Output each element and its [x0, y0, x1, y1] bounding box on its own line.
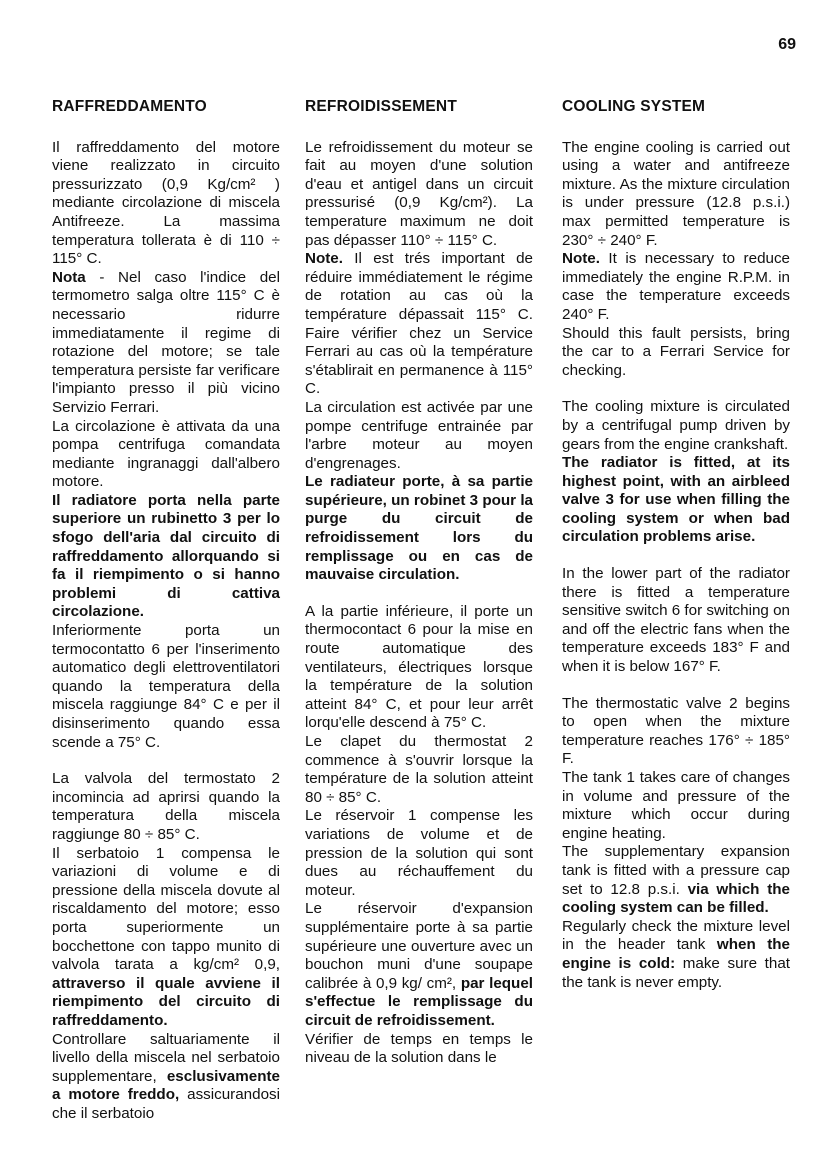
- italian-note-text: - Nel caso l'indice del termometro salga oltre 115° C è necessario ridurre immediatamente il regime di rotazione del motore; se tale temperatura persiste far verificare l'impianto presso il più vicino Servizio Ferrari.: [52, 268, 280, 416]
- page-number: 69: [778, 36, 796, 53]
- italian-note-paragraph: [52, 269, 280, 418]
- italian-paragraph: La circolazione è attivata da una pompa centrifuga comandata mediante ingranaggi dall'albero motore.: [52, 417, 280, 491]
- french-paragraph: Le réservoir 1 compense les variations de volume et de pression de la solution qui sont dues au réchauffement du moteur.: [305, 807, 533, 899]
- english-paragraph: In the lower part of the radiator there is fitted a temperature sensitive switch 6 for switching on and off the electric fans when the temperature exceeds 183° F and when it is below 167° F.: [562, 565, 790, 676]
- english-paragraph: The supplementary expansion tank is fitted with a pressure cap set to 12.8 p.s.i. via which the cooling system can be filled.: [562, 843, 790, 917]
- italian-column: [52, 98, 280, 1123]
- french-note-text: Il est trés important de réduire immédiatement le régime de rotation au cas où la température dépassait 115° C. Faire vérifier chez un Service Ferrari au cas où la température s'établirait en permanence à 115° C.: [305, 250, 533, 398]
- english-paragraph: The cooling mixture is circulated by a centrifugal pump driven by gears from the engine crankshaft.: [562, 398, 790, 453]
- french-note-label: Note.: [305, 250, 343, 268]
- italian-heading: RAFFREDDAMENTO: [52, 98, 207, 115]
- italian-paragraph: Inferiormente porta un termocontatto 6 per l'inserimento automatico degli elettroventilatori quando la temperatura della miscela raggiunge 84° C e per il disinserimento quando essa scende a 75° C.: [52, 622, 280, 751]
- french-paragraph: Vérifier de temps en temps le niveau de la solution dans le: [305, 1030, 533, 1067]
- english-paragraph: The thermostatic valve 2 begins to open when the mixture temperature reaches 176° ÷ 185° F.: [562, 694, 790, 768]
- italian-bold-paragraph: Il radiatore porta nella parte superiore un rubinetto 3 per lo sfogo dell'aria dal circuito di raffreddamento allorquando si fa il riempimento o si hanno problemi di cattiva circolazione.: [52, 491, 280, 621]
- english-paragraph: The tank 1 takes care of changes in volume and pressure of the mixture which occur during engine heating.: [562, 769, 790, 842]
- french-paragraph: Le refroidissement du moteur se fait au moyen d'une solution d'eau et antigel dans un circuit pressurisé (0,9 Kg/cm²). La temperature maximum ne doit pas dépasser 110° ÷ 115° C.: [305, 138, 533, 249]
- english-note-text: It is necessary to reduce immediately the engine R.P.M. in case the temperature exceeds 240° F.: [562, 250, 790, 323]
- italian-paragraph: Il serbatoio 1 compensa le variazioni di volume e di pressione della miscela dovute al riscaldamento del motore; esso porta superiormente un bocchettone con tappo munito di valvola tarata a kg/cm² 0,9, attraverso il quale avviene il riempimento del circuito di raffreddamento.: [52, 844, 280, 1029]
- english-heading: COOLING SYSTEM: [562, 98, 706, 115]
- english-paragraph: The engine cooling is carried out using a water and antifreeze mixture. As the mixture circulation is under pressure (12.8 p.s.i.) max permitted temperature is 230° ÷ 240° F.: [562, 138, 790, 249]
- french-heading: REFROIDISSEMENT: [305, 98, 457, 115]
- english-note-label: Note.: [562, 250, 600, 268]
- french-note-paragraph: [305, 250, 533, 399]
- english-column: [562, 98, 790, 992]
- italian-paragraph: Controllare saltuariamente il livello della miscela nel serbatoio supplementare, esclusivamente a motore freddo, assicurandosi che il serbatoio: [52, 1030, 280, 1122]
- italian-paragraph: Il raffreddamento del motore viene realizzato in circuito pressurizzato (0,9 Kg/cm² ) mediante circolazione di miscela Antifreeze. La massima temperatura tollerata è di 110 ÷ 115° C.: [52, 138, 280, 268]
- french-paragraph: A la partie inférieure, il porte un thermocontact 6 pour la mise en route automatique des ventilateurs, électriques lorsque la température de la solution atteint 84° C, et pour leur arrêt lorqu'elle descend à 75° C.: [305, 602, 533, 732]
- french-paragraph: Le réservoir d'expansion supplémentaire porte à sa partie supérieure une ouverture avec un bouchon muni d'une soupape calibrée à 0,9 kg/ cm², par lequel s'effectue le remplissage du circuit de refroidissement.: [305, 900, 533, 1029]
- french-paragraph: La circulation est activée par une pompe centrifuge entrainée par l'arbre moteur au moyen d'engrenages.: [305, 398, 533, 472]
- french-paragraph: Le clapet du thermostat 2 commence à s'ouvrir lorsque la température de la solution atteint 80 ÷ 85° C.: [305, 733, 533, 806]
- french-bold-paragraph: Le radiateur porte, à sa partie supérieure, un robinet 3 pour la purge du circuit de refroidissement lors du remplissage ou en cas de mauvaise circulation.: [305, 473, 533, 584]
- french-column: [305, 98, 533, 1068]
- english-paragraph: Should this fault persists, bring the car to a Ferrari Service for checking.: [562, 324, 790, 379]
- italian-paragraph: La valvola del termostato 2 incomincia ad aprirsi quando la temperatura della miscela raggiunge 80 ÷ 85° C.: [52, 770, 280, 843]
- english-paragraph: Regularly check the mixture level in the header tank when the engine is cold: make sure that the tank is never empty.: [562, 917, 790, 991]
- english-note-paragraph: [562, 250, 790, 324]
- italian-note-label: Nota: [52, 268, 86, 286]
- english-bold-paragraph: The radiator is fitted, at its highest point, with an airbleed valve 3 for use when filling the cooling system or when bad circulation problems arise.: [562, 454, 790, 546]
